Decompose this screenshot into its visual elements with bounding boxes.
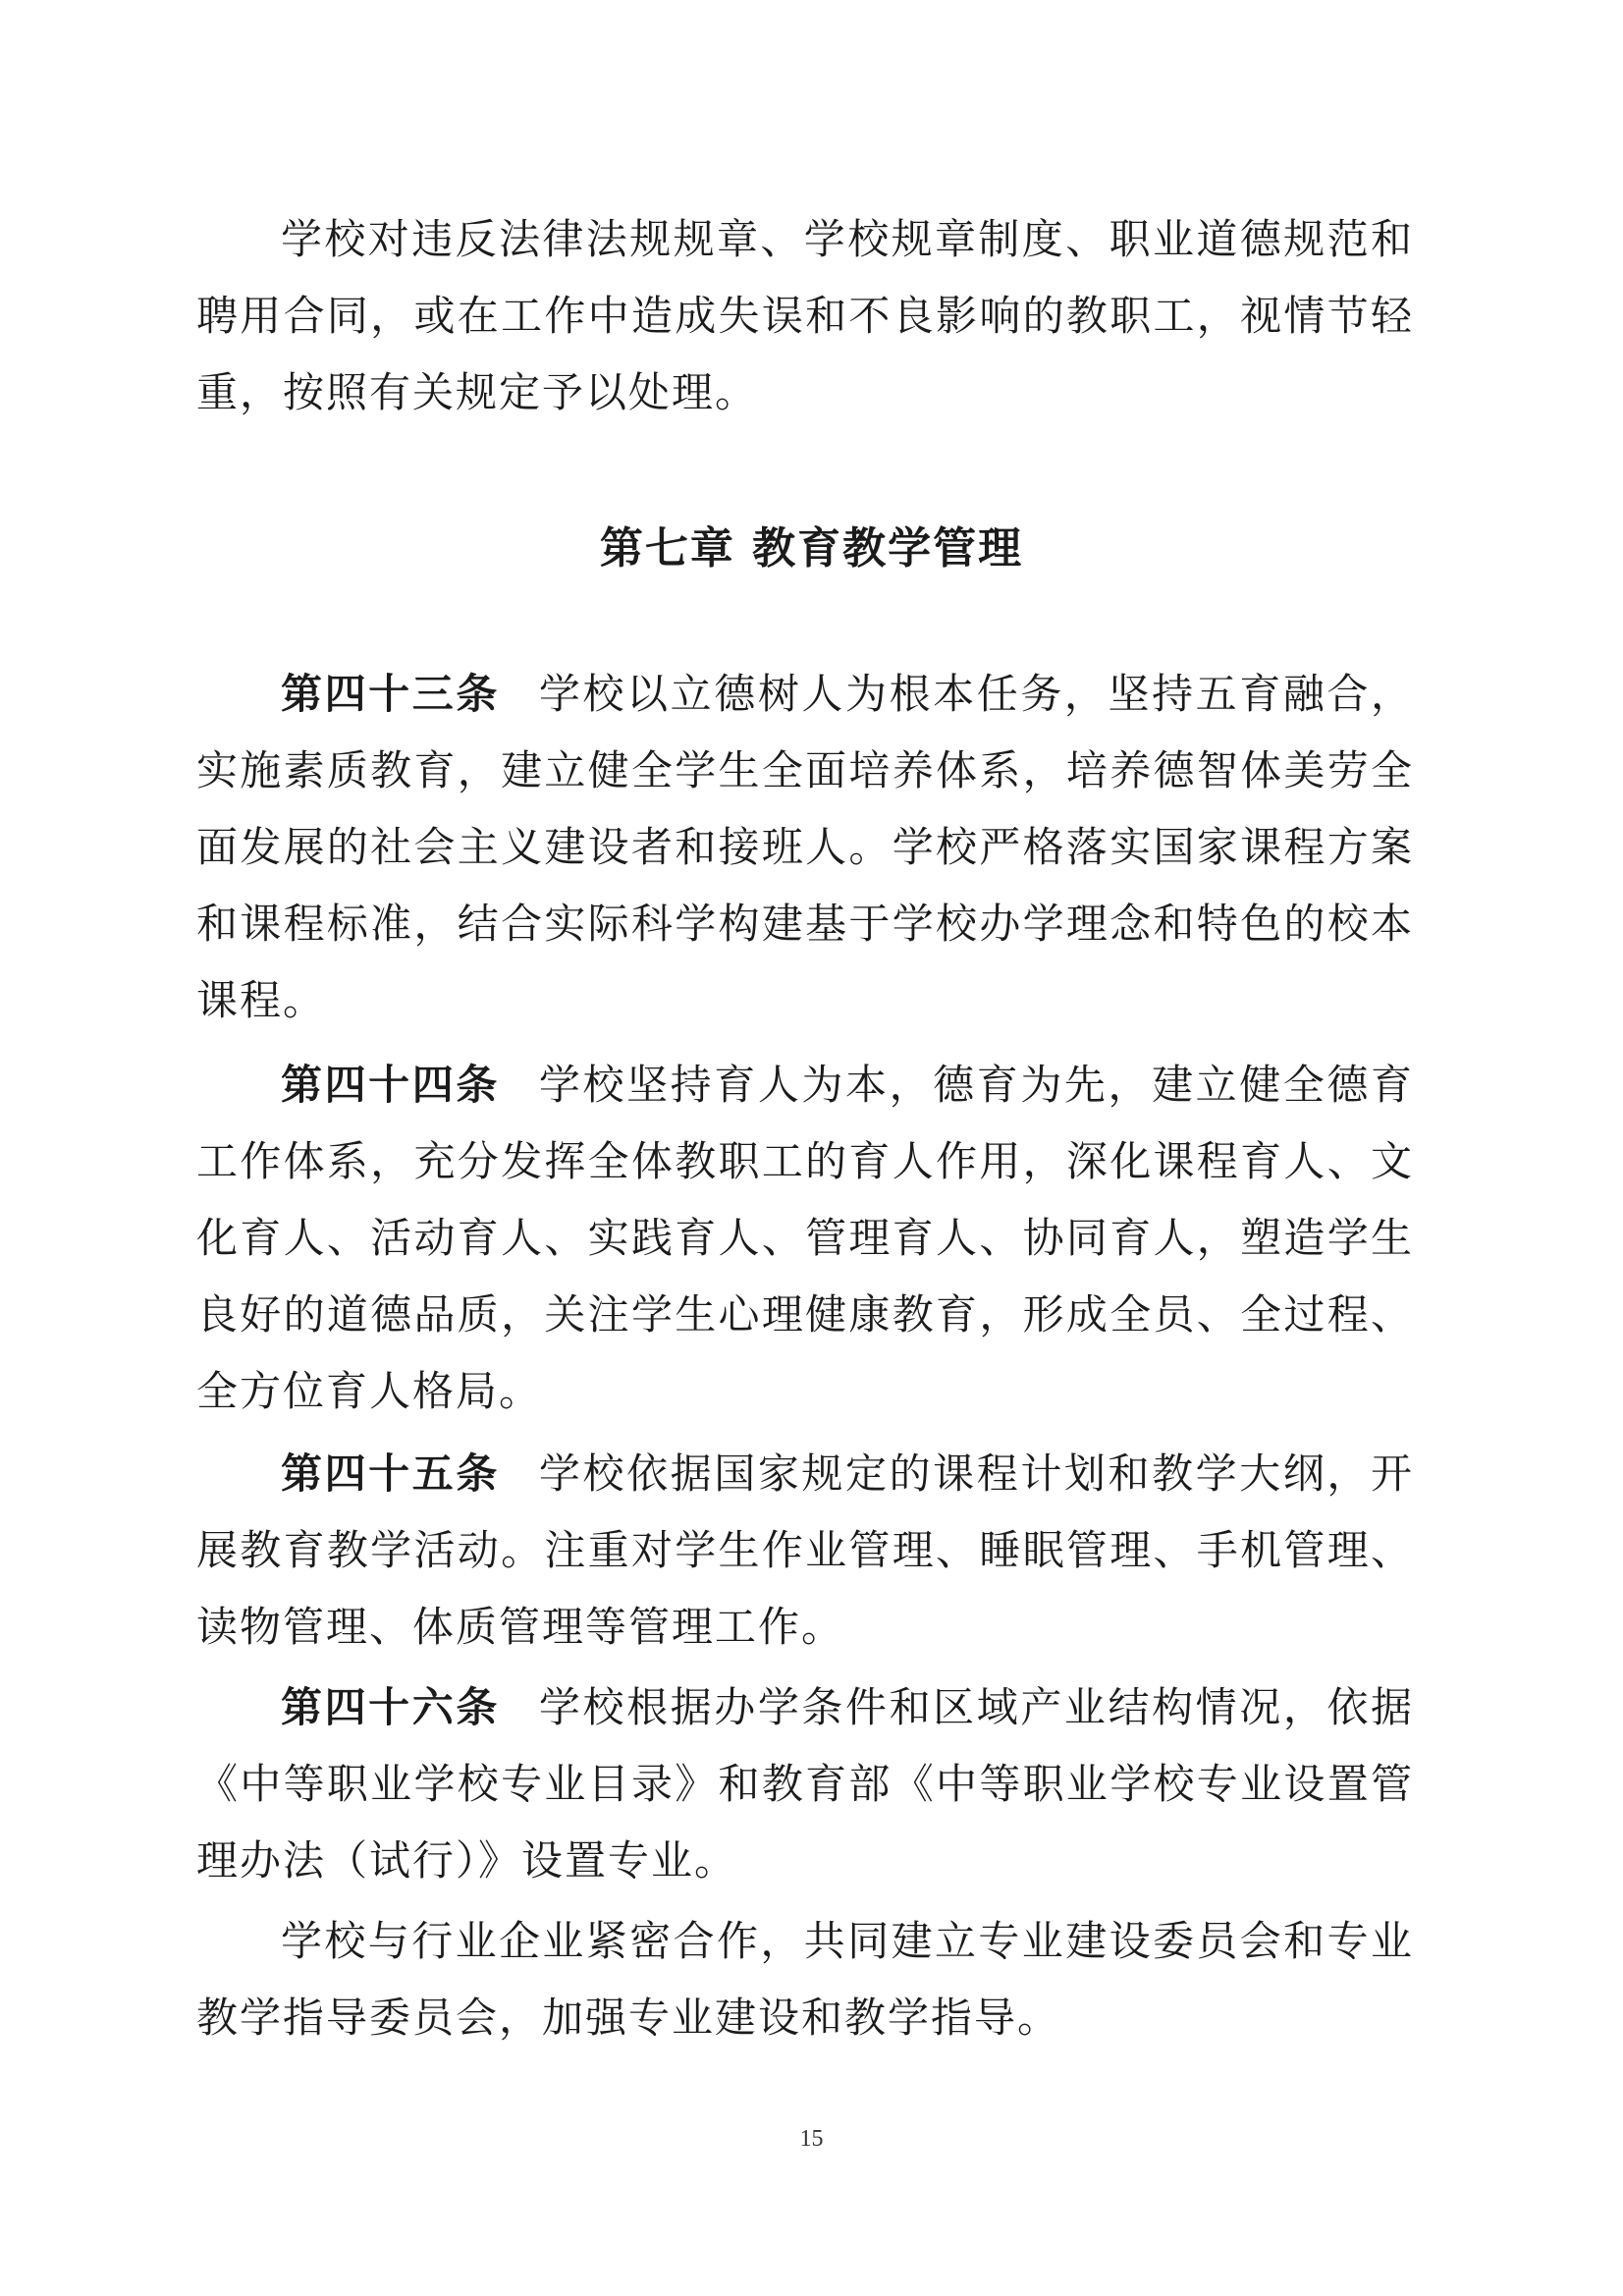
article-46-text: 学校根据办学条件和区域产业结构情况，依据《中等职业学校专业目录》和教育部《中等职业学校专业设置管理办法（试行）》设置专业。 <box>196 1683 1414 1885</box>
article-45-label: 第四十五条 <box>281 1449 500 1498</box>
chapter-title: 第七章 教育教学管理 <box>599 523 1024 574</box>
article-43-text: 学校以立德树人为根本任务，坚持五育融合，实施素质教育，建立健全学生全面培养体系，培养德智体美劳全面发展的社会主义建设者和接班人。学校严格落实国家课程方案和课程标准，结合实际科学构建基于学校办学理念和特色的校本课程。 <box>196 670 1414 1024</box>
article-45-text: 学校依据国家规定的课程计划和教学大纲，开展教育教学活动。注重对学生作业管理、睡眠管理、手机管理、读物管理、体质管理等管理工作。 <box>196 1449 1414 1651</box>
article-44-text: 学校坚持育人为本，德育为先，建立健全德育工作体系，充分发挥全体教职工的育人作用，深化课程育人、文化育人、活动育人、实践育人、管理育人、协同育人，塑造学生良好的道德品质，关注学生心理健康教育，形成全员、全过程、全方位育人格局。 <box>196 1061 1414 1415</box>
page-number: 15 <box>799 2126 824 2152</box>
article-43-label: 第四十三条 <box>281 670 500 718</box>
article-45 <box>196 1436 1414 1666</box>
intro-paragraph: 学校对违反法律法规规章、学校规章制度、职业道德规范和聘用合同，或在工作中造成失误和不良影响的教职工，视情节轻重，按照有关规定予以处理。 <box>196 215 1414 416</box>
article-43 <box>196 656 1414 1039</box>
closing-paragraph: 学校与行业企业紧密合作，共同建立专业建设委员会和专业教学指导委员会，加强专业建设和教学指导。 <box>196 1917 1414 2042</box>
article-46-label: 第四十六条 <box>281 1683 500 1731</box>
article-44-label: 第四十四条 <box>281 1061 500 1109</box>
article-44 <box>196 1047 1414 1430</box>
article-46 <box>196 1669 1414 1899</box>
